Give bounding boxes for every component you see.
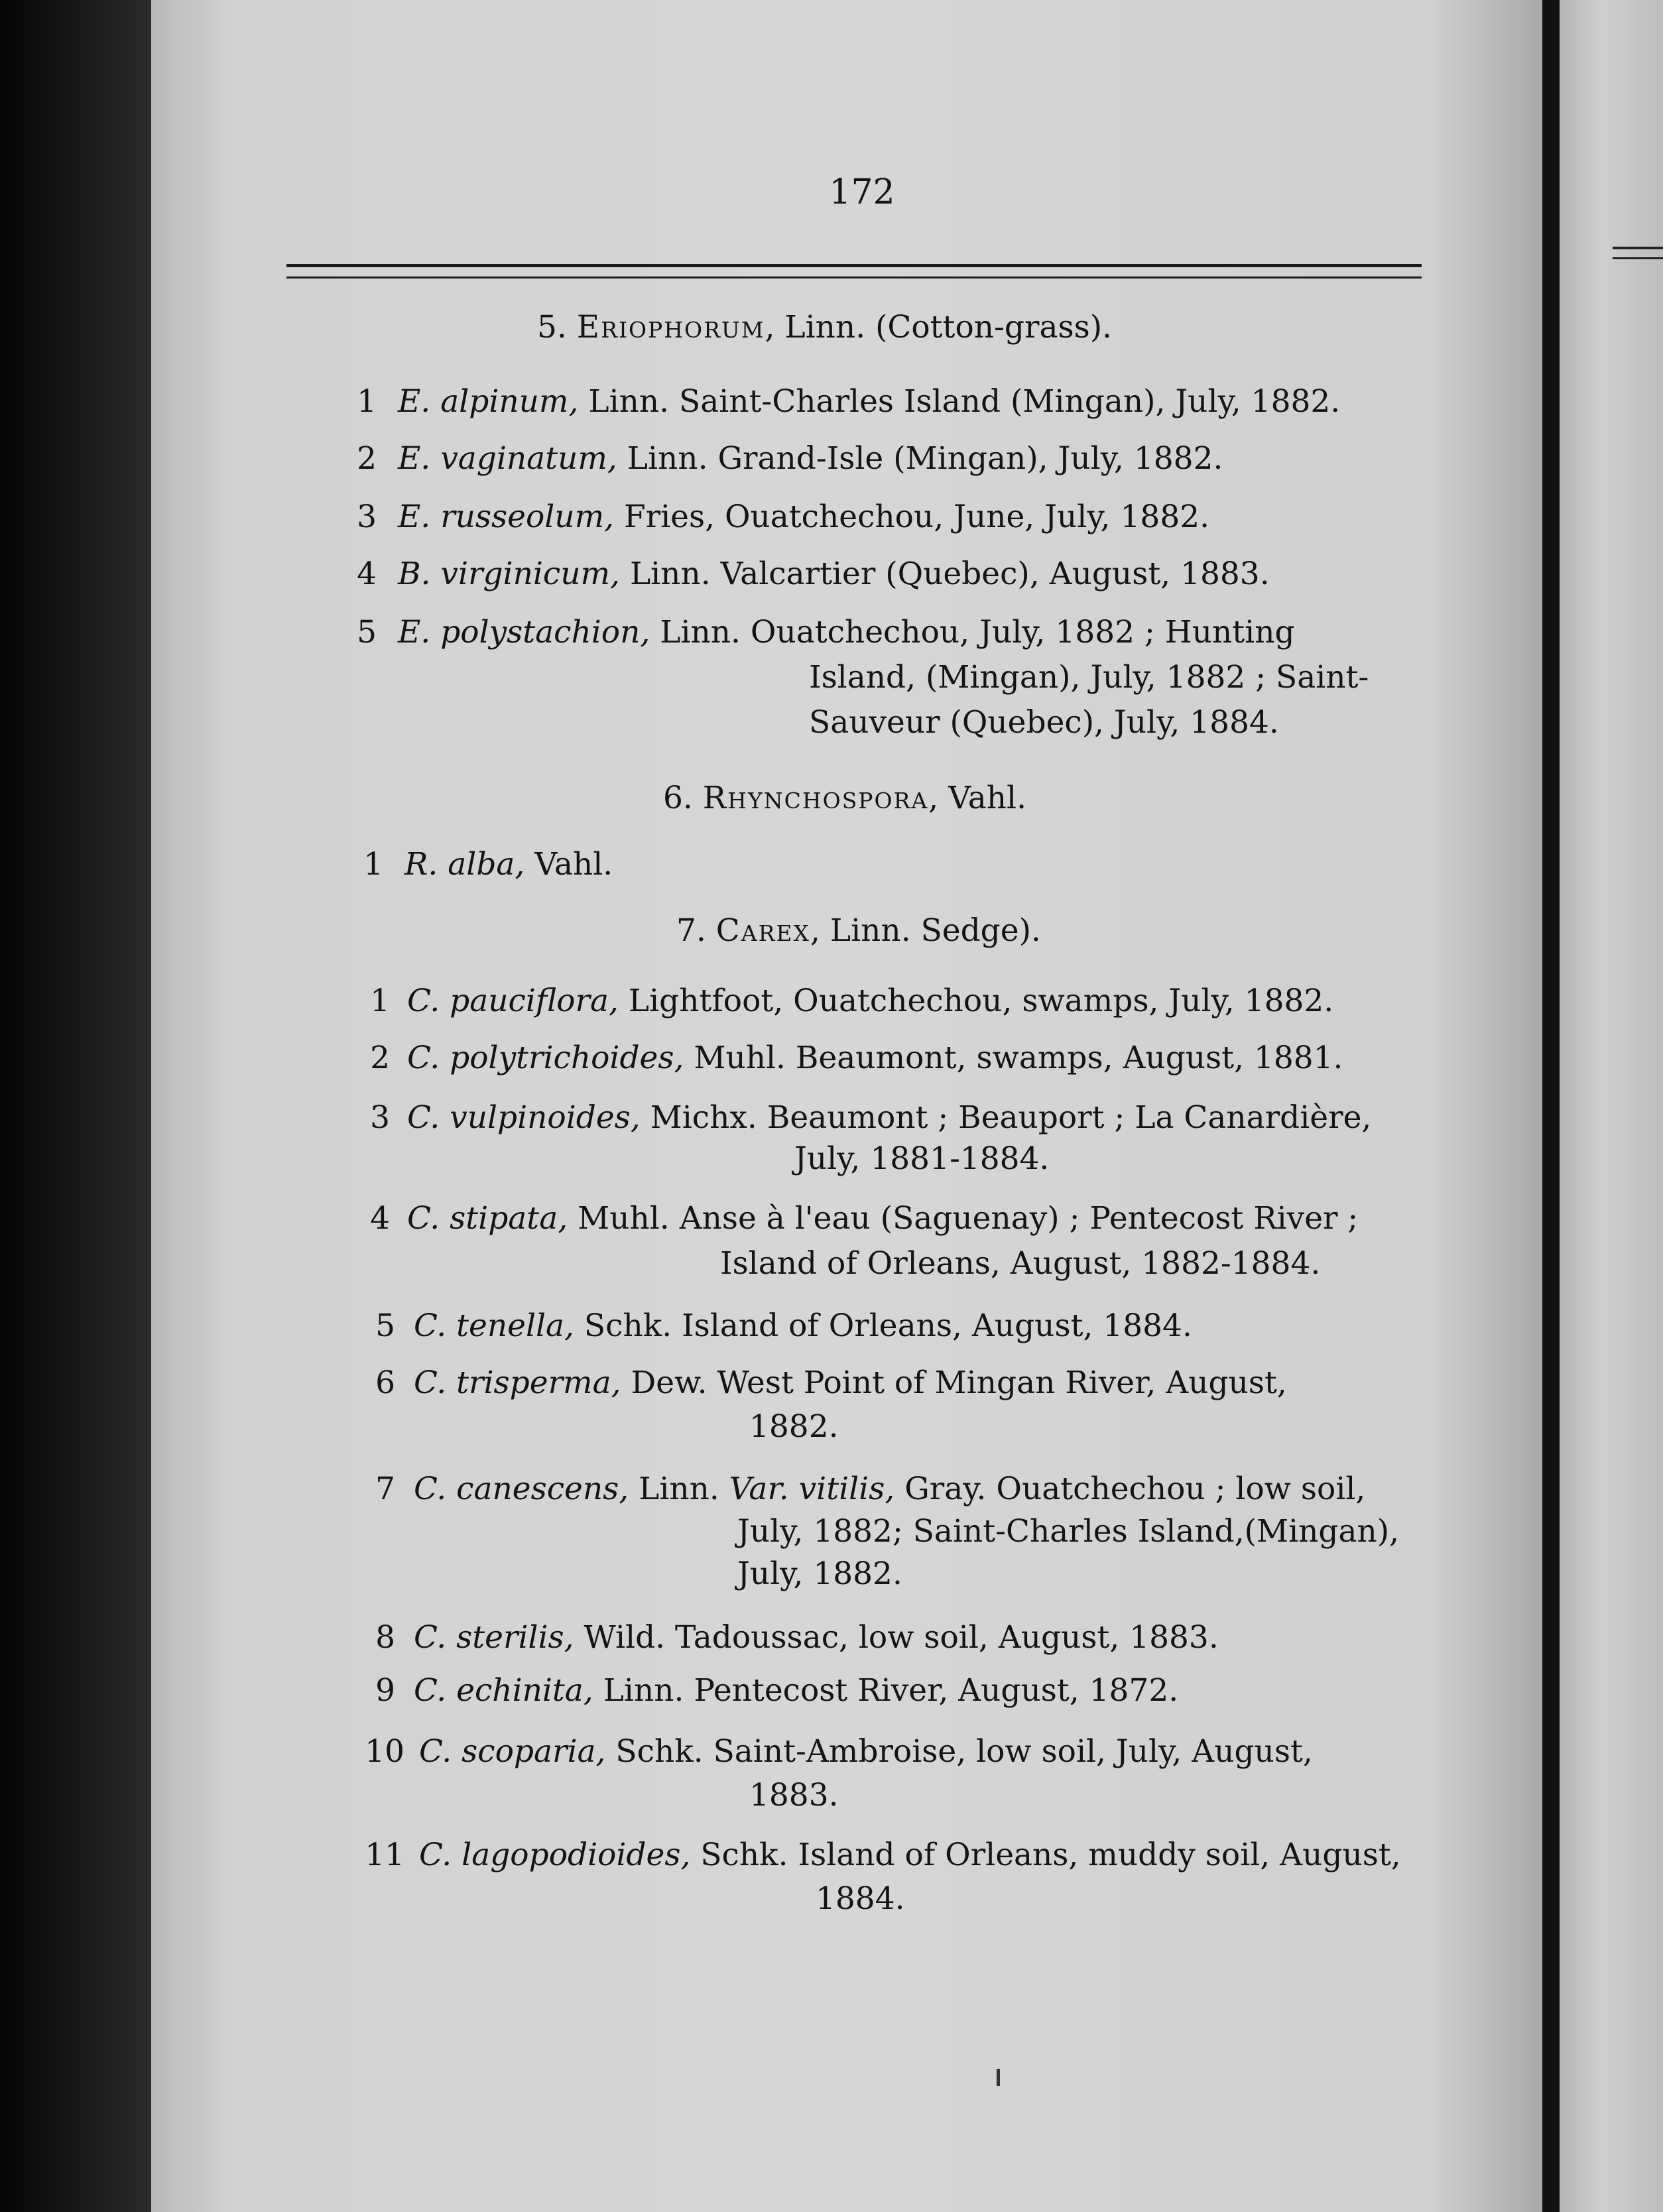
entry-number: 6 xyxy=(375,1365,395,1401)
species-entry-continuation: 1882. xyxy=(749,1408,839,1445)
section-heading-rhynchospora: 6. Rhynchospora, Vahl. xyxy=(663,780,1027,816)
species-entry: C. lagopodioides, Schk. Island of Orleans, muddy soil, August, xyxy=(419,1837,1401,1873)
species-name: E. russeolum, xyxy=(398,499,615,535)
species-entry: C. tenella, Schk. Island of Orleans, August, 1884. xyxy=(414,1308,1192,1344)
entry-number: 4 xyxy=(357,556,377,592)
section-heading-eriophorum: 5. Eriophorum, Linn. (Cotton-grass). xyxy=(537,309,1112,345)
page-gutter xyxy=(1542,0,1560,2212)
species-name: C. polytrichoides, xyxy=(407,1040,684,1076)
species-name: C. canescens, xyxy=(414,1471,629,1507)
species-name: C. lagopodioides, xyxy=(419,1837,691,1873)
species-entry: C. echinita, Linn. Pentecost River, August, 1872. xyxy=(414,1672,1179,1709)
entry-number: 11 xyxy=(365,1837,404,1873)
species-entry-continuation: July, 1882. xyxy=(737,1556,902,1592)
species-entry: E. alpinum, Linn. Saint-Charles Island (Mingan), July, 1882. xyxy=(398,383,1341,420)
species-entry: E. russeolum, Fries, Ouatchechou, June, July, 1882. xyxy=(398,499,1210,535)
species-name: E. vaginatum, xyxy=(398,440,617,477)
entry-number: 7 xyxy=(375,1471,395,1507)
entry-number: 5 xyxy=(375,1308,395,1344)
entry-number: 4 xyxy=(370,1200,390,1237)
species-entry: C. pauciflora, Lightfoot, Ouatchechou, swamps, July, 1882. xyxy=(407,983,1334,1019)
species-name: C. vulpinoides, xyxy=(407,1099,641,1136)
print-mark xyxy=(997,2069,1000,2086)
species-name: C. pauciflora, xyxy=(407,983,619,1019)
species-entry: E. polystachion, Linn. Ouatchechou, July, 1882 ; Hunting xyxy=(398,614,1295,650)
species-entry: C. polytrichoides, Muhl. Beaumont, swamps, August, 1881. xyxy=(407,1040,1343,1076)
species-entry-continuation: Island, (Mingan), July, 1882 ; Saint- xyxy=(809,659,1369,696)
species-name: C. echinita, xyxy=(414,1672,593,1709)
species-entry-continuation: July, 1881-1884. xyxy=(794,1140,1050,1177)
entry-number: 2 xyxy=(370,1040,390,1076)
variety-name: Var. vitilis, xyxy=(729,1471,895,1507)
entry-number: 3 xyxy=(357,499,377,535)
species-entry: C. stipata, Muhl. Anse à l'eau (Saguenay) ; Pentecost River ; xyxy=(407,1200,1359,1237)
species-name: E. alpinum, xyxy=(398,383,579,420)
scan-left-border xyxy=(0,0,151,2212)
species-entry: C. scoparia, Schk. Saint-Ambroise, low soil, July, August, xyxy=(419,1733,1313,1770)
species-name: C. trisperma, xyxy=(414,1365,621,1401)
species-entry: C. canescens, Linn. Var. vitilis, Gray. Ouatchechou ; low soil, xyxy=(414,1471,1366,1507)
species-name: R. alba, xyxy=(404,846,525,883)
species-name: C. tenella, xyxy=(414,1308,574,1344)
species-name: C. stipata, xyxy=(407,1200,568,1237)
species-entry: E. vaginatum, Linn. Grand-Isle (Mingan), July, 1882. xyxy=(398,440,1223,477)
header-rule xyxy=(286,264,1422,278)
species-entry-continuation: Sauveur (Quebec), July, 1884. xyxy=(809,704,1279,741)
entry-number: 9 xyxy=(375,1672,395,1709)
species-name: C. sterilis, xyxy=(414,1619,574,1656)
species-entry: C. sterilis, Wild. Tadoussac, low soil, August, 1883. xyxy=(414,1619,1219,1656)
entry-number: 1 xyxy=(363,846,383,883)
facing-page-edge xyxy=(1560,0,1663,2212)
entry-number: 8 xyxy=(375,1619,395,1656)
species-entry: B. virginicum, Linn. Valcartier (Quebec), August, 1883. xyxy=(398,556,1270,592)
species-name: C. scoparia, xyxy=(419,1733,606,1770)
species-entry-continuation: Island of Orleans, August, 1882-1884. xyxy=(720,1245,1321,1282)
species-entry-continuation: 1884. xyxy=(816,1880,905,1917)
species-name: B. virginicum, xyxy=(398,556,620,592)
facing-page-rule xyxy=(1613,247,1663,259)
entry-number: 10 xyxy=(365,1733,404,1770)
entry-number: 1 xyxy=(357,383,377,420)
entry-number: 1 xyxy=(370,983,390,1019)
species-entry: R. alba, Vahl. xyxy=(404,846,613,883)
species-entry-continuation: July, 1882; Saint-Charles Island,(Mingan), xyxy=(737,1513,1400,1550)
entry-number: 2 xyxy=(357,440,377,477)
species-entry: C. vulpinoides, Michx. Beaumont ; Beauport ; La Canardière, xyxy=(407,1099,1372,1136)
section-heading-carex: 7. Carex, Linn. Sedge). xyxy=(676,912,1041,949)
species-entry-continuation: 1883. xyxy=(749,1777,839,1813)
species-entry: C. trisperma, Dew. West Point of Mingan River, August, xyxy=(414,1365,1287,1401)
species-name: E. polystachion, xyxy=(398,614,650,650)
entry-number: 5 xyxy=(357,614,377,650)
entry-number: 3 xyxy=(370,1099,390,1136)
page-number: 172 xyxy=(829,172,895,212)
